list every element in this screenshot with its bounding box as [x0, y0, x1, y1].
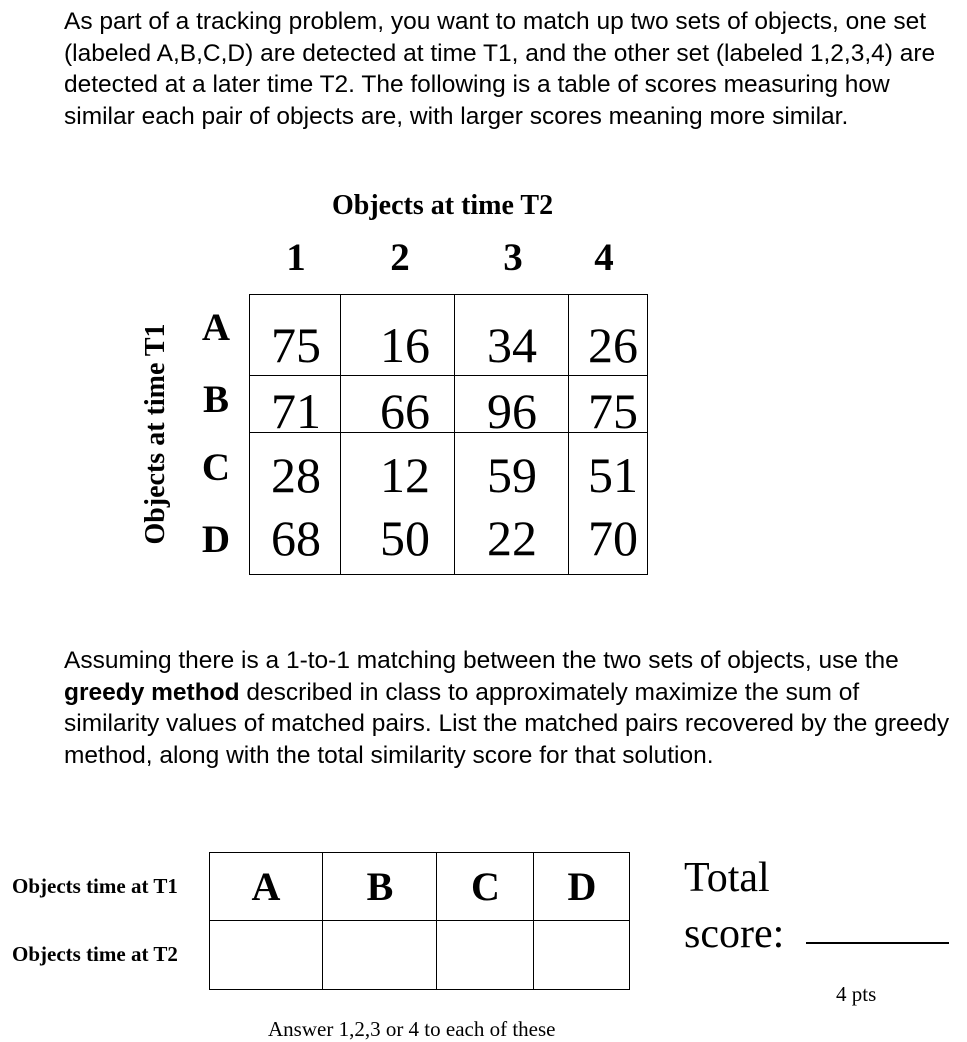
- answer-header-b: B: [366, 864, 394, 909]
- row-header-c: C: [201, 446, 231, 489]
- grid-line: [533, 853, 534, 989]
- score-cell-d3: 22: [487, 510, 537, 566]
- answer-header-a: A: [251, 864, 281, 909]
- score-cell-c2: 12: [380, 447, 430, 503]
- score-cell-d4: 70: [588, 510, 638, 566]
- score-cell-a2: 16: [380, 317, 430, 373]
- score-cell-b3: 96: [487, 383, 537, 439]
- question-text-before: Assuming there is a 1-to-1 matching between the two sets of objects, use the: [64, 647, 899, 674]
- answer-cell-b[interactable]: [324, 923, 436, 989]
- answer-row-label-t1: Objects time at T1: [12, 874, 178, 898]
- score-cell-c1: 28: [271, 447, 321, 503]
- score-cell-b1: 71: [271, 383, 321, 439]
- score-cell-c3: 59: [487, 447, 537, 503]
- score-cell-b4: 75: [588, 383, 638, 439]
- score-cell-a1: 75: [271, 317, 321, 373]
- t2-axis-title: Objects at time T2: [332, 190, 554, 221]
- answer-cell-a[interactable]: [210, 923, 322, 989]
- total-label-line1: Total: [684, 855, 770, 901]
- grid-line: [568, 295, 569, 574]
- column-header-4: 4: [594, 236, 614, 279]
- answer-cell-d[interactable]: [535, 923, 629, 989]
- column-header-3: 3: [503, 236, 523, 279]
- score-cell-c4: 51: [588, 447, 638, 503]
- question-emphasis: greedy method: [64, 678, 240, 706]
- total-score-label: [684, 850, 784, 962]
- score-cell-a3: 34: [487, 317, 537, 373]
- score-cell-b2: 66: [380, 383, 430, 439]
- answer-header-d: D: [567, 864, 597, 909]
- question-text-after: described in class to approximately maximize the sum of similarity values of matched pairs. List the matched pairs recovered by the greedy method, along with the total similarity score for that solution.: [64, 678, 950, 769]
- answer-table: [209, 852, 630, 990]
- total-label-line2: score:: [684, 911, 785, 957]
- question-paragraph: [64, 645, 954, 771]
- row-header-d: D: [201, 518, 231, 561]
- similarity-table: [249, 294, 648, 575]
- answer-row-label-t2: Objects time at T2: [12, 942, 178, 966]
- grid-line: [340, 295, 341, 574]
- row-header-b: B: [202, 378, 229, 421]
- points-label: 4 pts: [836, 982, 877, 1006]
- grid-line: [436, 853, 437, 989]
- column-header-2: 2: [390, 236, 410, 279]
- answer-cell-c[interactable]: [438, 923, 533, 989]
- score-cell-a4: 26: [588, 317, 638, 373]
- grid-line: [454, 295, 455, 574]
- answer-hint: Answer 1,2,3 or 4 to each of these: [268, 1017, 556, 1041]
- row-header-a: A: [201, 306, 231, 349]
- intro-paragraph: As part of a tracking problem, you want to match up two sets of objects, one set (labeled A,B,C,D) are detected at time T1, and the other set (labeled 1,2,3,4) are detected at a later time T2. The following is a table of scores measuring how similar each pair of objects are, with larger scores meaning more similar.: [64, 8, 936, 130]
- total-score-blank[interactable]: [806, 942, 949, 944]
- score-cell-d2: 50: [380, 510, 430, 566]
- column-header-1: 1: [286, 236, 306, 279]
- answer-header-c: C: [471, 864, 500, 909]
- score-cell-d1: 68: [271, 510, 321, 566]
- grid-line: [322, 853, 323, 989]
